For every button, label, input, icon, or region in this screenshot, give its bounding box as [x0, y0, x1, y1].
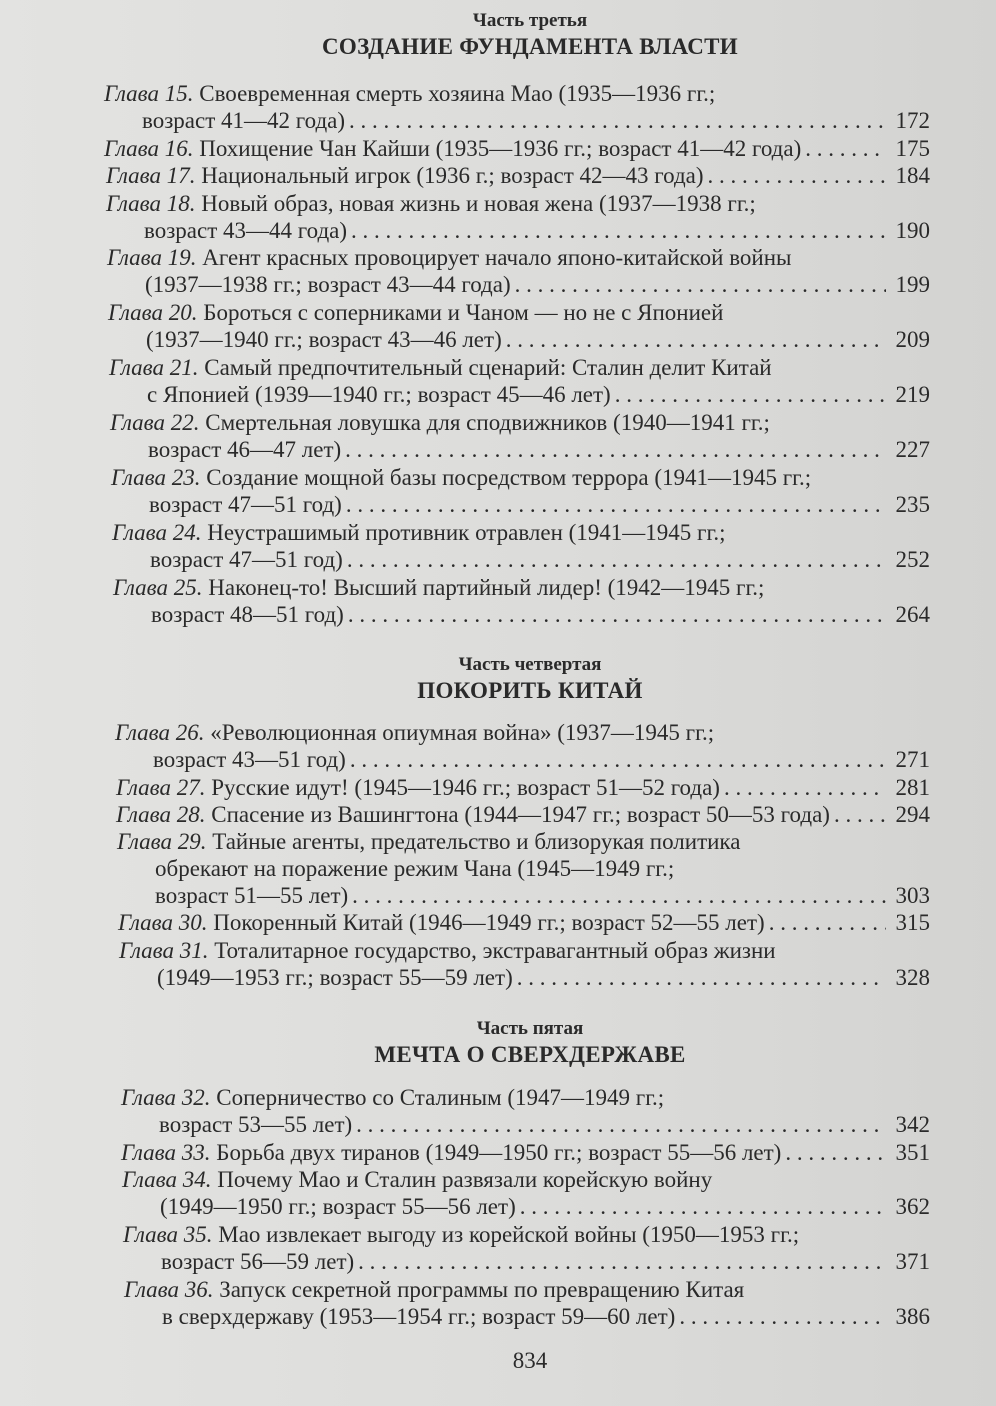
- chapter-title-cont: возраст 46—47 лет): [148, 437, 342, 462]
- chapter-number: Глава 35.: [123, 1222, 213, 1247]
- chapter-number: Глава 30.: [118, 910, 208, 935]
- chapter-title: Борьба двух тиранов (1949—1950 гг.; возраст 55—56 лет): [216, 1140, 782, 1165]
- toc-entry: [113, 574, 930, 628]
- chapter-title-cont: возраст 41—42 года): [142, 108, 346, 133]
- chapter-number: Глава 36.: [124, 1277, 214, 1302]
- dot-leader: [679, 1303, 886, 1330]
- toc-entry: [104, 80, 930, 134]
- chapter-title: Наконец-то! Высший партийный лидер! (1942—1945 гг.;: [208, 575, 765, 600]
- folio-page-number: 834: [512, 1348, 548, 1373]
- page-number: 294: [895, 802, 930, 827]
- part-label: Часть третья: [472, 10, 588, 31]
- toc-entry: [117, 828, 930, 909]
- page-number: 315: [895, 910, 930, 935]
- page-number: 264: [895, 602, 930, 627]
- chapter-title: Создание мощной базы посредством террора (1941—1945 гг.;: [206, 465, 812, 490]
- page-number: 328: [895, 965, 930, 990]
- chapter-title: «Революционная опиумная война» (1937—1945 гг.;: [210, 720, 715, 745]
- page-number: 172: [895, 108, 930, 133]
- chapter-title: Тоталитарное государство, экстравагантный образ жизни: [214, 938, 776, 963]
- dot-leader: [356, 1111, 886, 1138]
- dot-leader: [351, 217, 886, 244]
- dot-leader: [834, 801, 886, 828]
- toc-entry: [112, 519, 930, 573]
- chapter-title-cont: обрекают на поражение режим Чана (1945—1949 гг.;: [155, 856, 675, 881]
- dot-leader: [352, 882, 886, 909]
- toc-entry: [106, 162, 930, 189]
- chapter-title: Запуск секретной программы по превращению Китая: [219, 1277, 745, 1302]
- chapter-title: Тайные агенты, предательство и близорукая политика: [212, 829, 741, 854]
- toc-entry: [116, 774, 930, 801]
- part-label: Часть четвертая: [458, 654, 602, 675]
- chapter-title: Похищение Чан Кайши (1935—1936 гг.; возраст 41—42 года): [199, 136, 802, 161]
- chapter-title-cont: (1937—1938 гг.; возраст 43—44 года): [145, 272, 511, 297]
- toc-entry: [123, 1221, 930, 1275]
- page-number: 342: [895, 1112, 930, 1137]
- page-number: 371: [895, 1249, 930, 1274]
- chapter-number: Глава 19.: [107, 245, 197, 270]
- toc-entry: [121, 1139, 930, 1166]
- part-label: Часть пятая: [476, 1018, 584, 1039]
- toc-entry: [110, 409, 930, 463]
- chapter-title: Смертельная ловушка для сподвижников (1940—1941 гг.;: [205, 410, 770, 435]
- toc-entry: [118, 909, 930, 936]
- chapter-title-cont: возраст 48—51 год): [151, 602, 344, 627]
- page-number: 252: [895, 547, 930, 572]
- dot-leader: [349, 107, 886, 134]
- chapter-number: Глава 25.: [113, 575, 203, 600]
- dot-leader: [785, 1139, 886, 1166]
- chapter-title-cont: возраст 43—44 года): [144, 218, 348, 243]
- chapter-title: Спасение из Вашингтона (1944—1947 гг.; возраст 50—53 года): [211, 802, 830, 827]
- page-number: 271: [895, 747, 930, 772]
- toc-entry: [122, 1166, 930, 1220]
- chapter-title-cont: возраст 47—51 год): [150, 547, 343, 572]
- page-number: 227: [895, 437, 930, 462]
- chapter-title: Своевременная смерть хозяина Мао (1935—1936 гг.;: [199, 81, 716, 106]
- chapter-title: Русские идут! (1945—1946 гг.; возраст 51—52 года): [211, 775, 720, 800]
- dot-leader: [347, 546, 886, 573]
- chapter-number: Глава 34.: [122, 1167, 212, 1192]
- chapter-number: Глава 27.: [116, 775, 206, 800]
- chapter-title-cont: возраст 43—51 год): [153, 747, 346, 772]
- chapter-number: Глава 33.: [121, 1140, 211, 1165]
- part-title: МЕЧТА О СВЕРХДЕРЖАВЕ: [374, 1042, 686, 1067]
- dot-leader: [506, 326, 886, 353]
- chapter-number: Глава 21.: [109, 355, 199, 380]
- chapter-number: Глава 22.: [110, 410, 200, 435]
- dot-leader: [515, 271, 886, 298]
- chapter-title: Почему Мао и Сталин развязали корейскую войну: [217, 1167, 713, 1192]
- toc-entry: [115, 719, 930, 773]
- dot-leader: [520, 1193, 886, 1220]
- dot-leader: [345, 436, 886, 463]
- chapter-number: Глава 18.: [106, 191, 196, 216]
- chapter-title-cont: возраст 56—59 лет): [161, 1249, 355, 1274]
- page-number: 303: [895, 883, 930, 908]
- part-heading: [0, 654, 996, 706]
- page-number: 362: [895, 1194, 930, 1219]
- chapter-title-cont: с Японией (1939—1940 гг.; возраст 45—46 лет): [147, 382, 611, 407]
- chapter-title: Соперничество со Сталиным (1947—1949 гг.;: [216, 1085, 665, 1110]
- chapter-number: Глава 17.: [106, 163, 196, 188]
- part-title: СОЗДАНИЕ ФУНДАМЕНТА ВЛАСТИ: [322, 34, 738, 59]
- part-heading: [0, 10, 996, 62]
- dot-leader: [358, 1248, 886, 1275]
- chapter-title: Неустрашимый противник отравлен (1941—1945 гг.;: [207, 520, 726, 545]
- toc-entry: [109, 354, 930, 408]
- chapter-number: Глава 28.: [116, 802, 206, 827]
- toc-entry: [106, 190, 930, 244]
- chapter-number: Глава 32.: [121, 1085, 211, 1110]
- chapter-number: Глава 23.: [111, 465, 201, 490]
- page-number: 190: [895, 218, 930, 243]
- chapter-number: Глава 29.: [117, 829, 207, 854]
- dot-leader: [805, 135, 886, 162]
- page-number: 209: [895, 327, 930, 352]
- chapter-number: Глава 20.: [108, 300, 198, 325]
- toc-entry: [124, 1276, 930, 1330]
- chapter-number: Глава 15.: [104, 81, 194, 106]
- chapter-title: Новый образ, новая жизнь и новая жена (1937—1938 гг.;: [201, 191, 756, 216]
- chapter-number: Глава 24.: [112, 520, 202, 545]
- page-number: 184: [895, 163, 930, 188]
- part-heading: [0, 1018, 996, 1070]
- chapter-title: Бороться с соперниками и Чаном — но не с Японией: [203, 300, 724, 325]
- dot-leader: [517, 964, 886, 991]
- dot-leader: [350, 746, 886, 773]
- dot-leader: [708, 162, 886, 189]
- page-number: 351: [895, 1140, 930, 1165]
- page-number: 175: [895, 136, 930, 161]
- chapter-title-cont: возраст 47—51 год): [149, 492, 342, 517]
- chapter-title-cont: возраст 53—55 лет): [159, 1112, 353, 1137]
- toc-entry: [121, 1084, 930, 1138]
- chapter-title-cont: возраст 51—55 лет): [155, 883, 349, 908]
- toc-entry: [111, 464, 930, 518]
- dot-leader: [724, 774, 886, 801]
- page-number: 386: [895, 1304, 930, 1329]
- dot-leader: [769, 909, 886, 936]
- chapter-number: Глава 16.: [104, 136, 194, 161]
- toc-entry: [116, 801, 930, 828]
- dot-leader: [346, 491, 886, 518]
- chapter-number: Глава 26.: [115, 720, 205, 745]
- toc-entry: [119, 937, 930, 991]
- toc-entry: [104, 135, 930, 162]
- dot-leader: [615, 381, 886, 408]
- chapter-title-cont: в сверхдержаву (1953—1954 гг.; возраст 59—60 лет): [162, 1304, 676, 1329]
- chapter-title-cont: (1937—1940 гг.; возраст 43—46 лет): [146, 327, 502, 352]
- page-number: 199: [895, 272, 930, 297]
- toc-entry: [107, 244, 930, 298]
- page-number: 281: [895, 775, 930, 800]
- chapter-title: Самый предпочтительный сценарий: Сталин делит Китай: [204, 355, 772, 380]
- chapter-title: Национальный игрок (1936 г.; возраст 42—43 года): [201, 163, 704, 188]
- toc-entry: [108, 299, 930, 353]
- page-number: 219: [895, 382, 930, 407]
- chapter-title: Агент красных провоцирует начало японо-китайской войны: [202, 245, 792, 270]
- part-title: ПОКОРИТЬ КИТАЙ: [417, 678, 643, 703]
- chapter-title: Покоренный Китай (1946—1949 гг.; возраст 52—55 лет): [213, 910, 765, 935]
- chapter-number: Глава 31.: [119, 938, 209, 963]
- dot-leader: [348, 601, 886, 628]
- page-number: 235: [895, 492, 930, 517]
- chapter-title: Мао извлекает выгоду из корейской войны (1950—1953 гг.;: [218, 1222, 800, 1247]
- chapter-title-cont: (1949—1953 гг.; возраст 55—59 лет): [157, 965, 513, 990]
- chapter-title-cont: (1949—1950 гг.; возраст 55—56 лет): [160, 1194, 516, 1219]
